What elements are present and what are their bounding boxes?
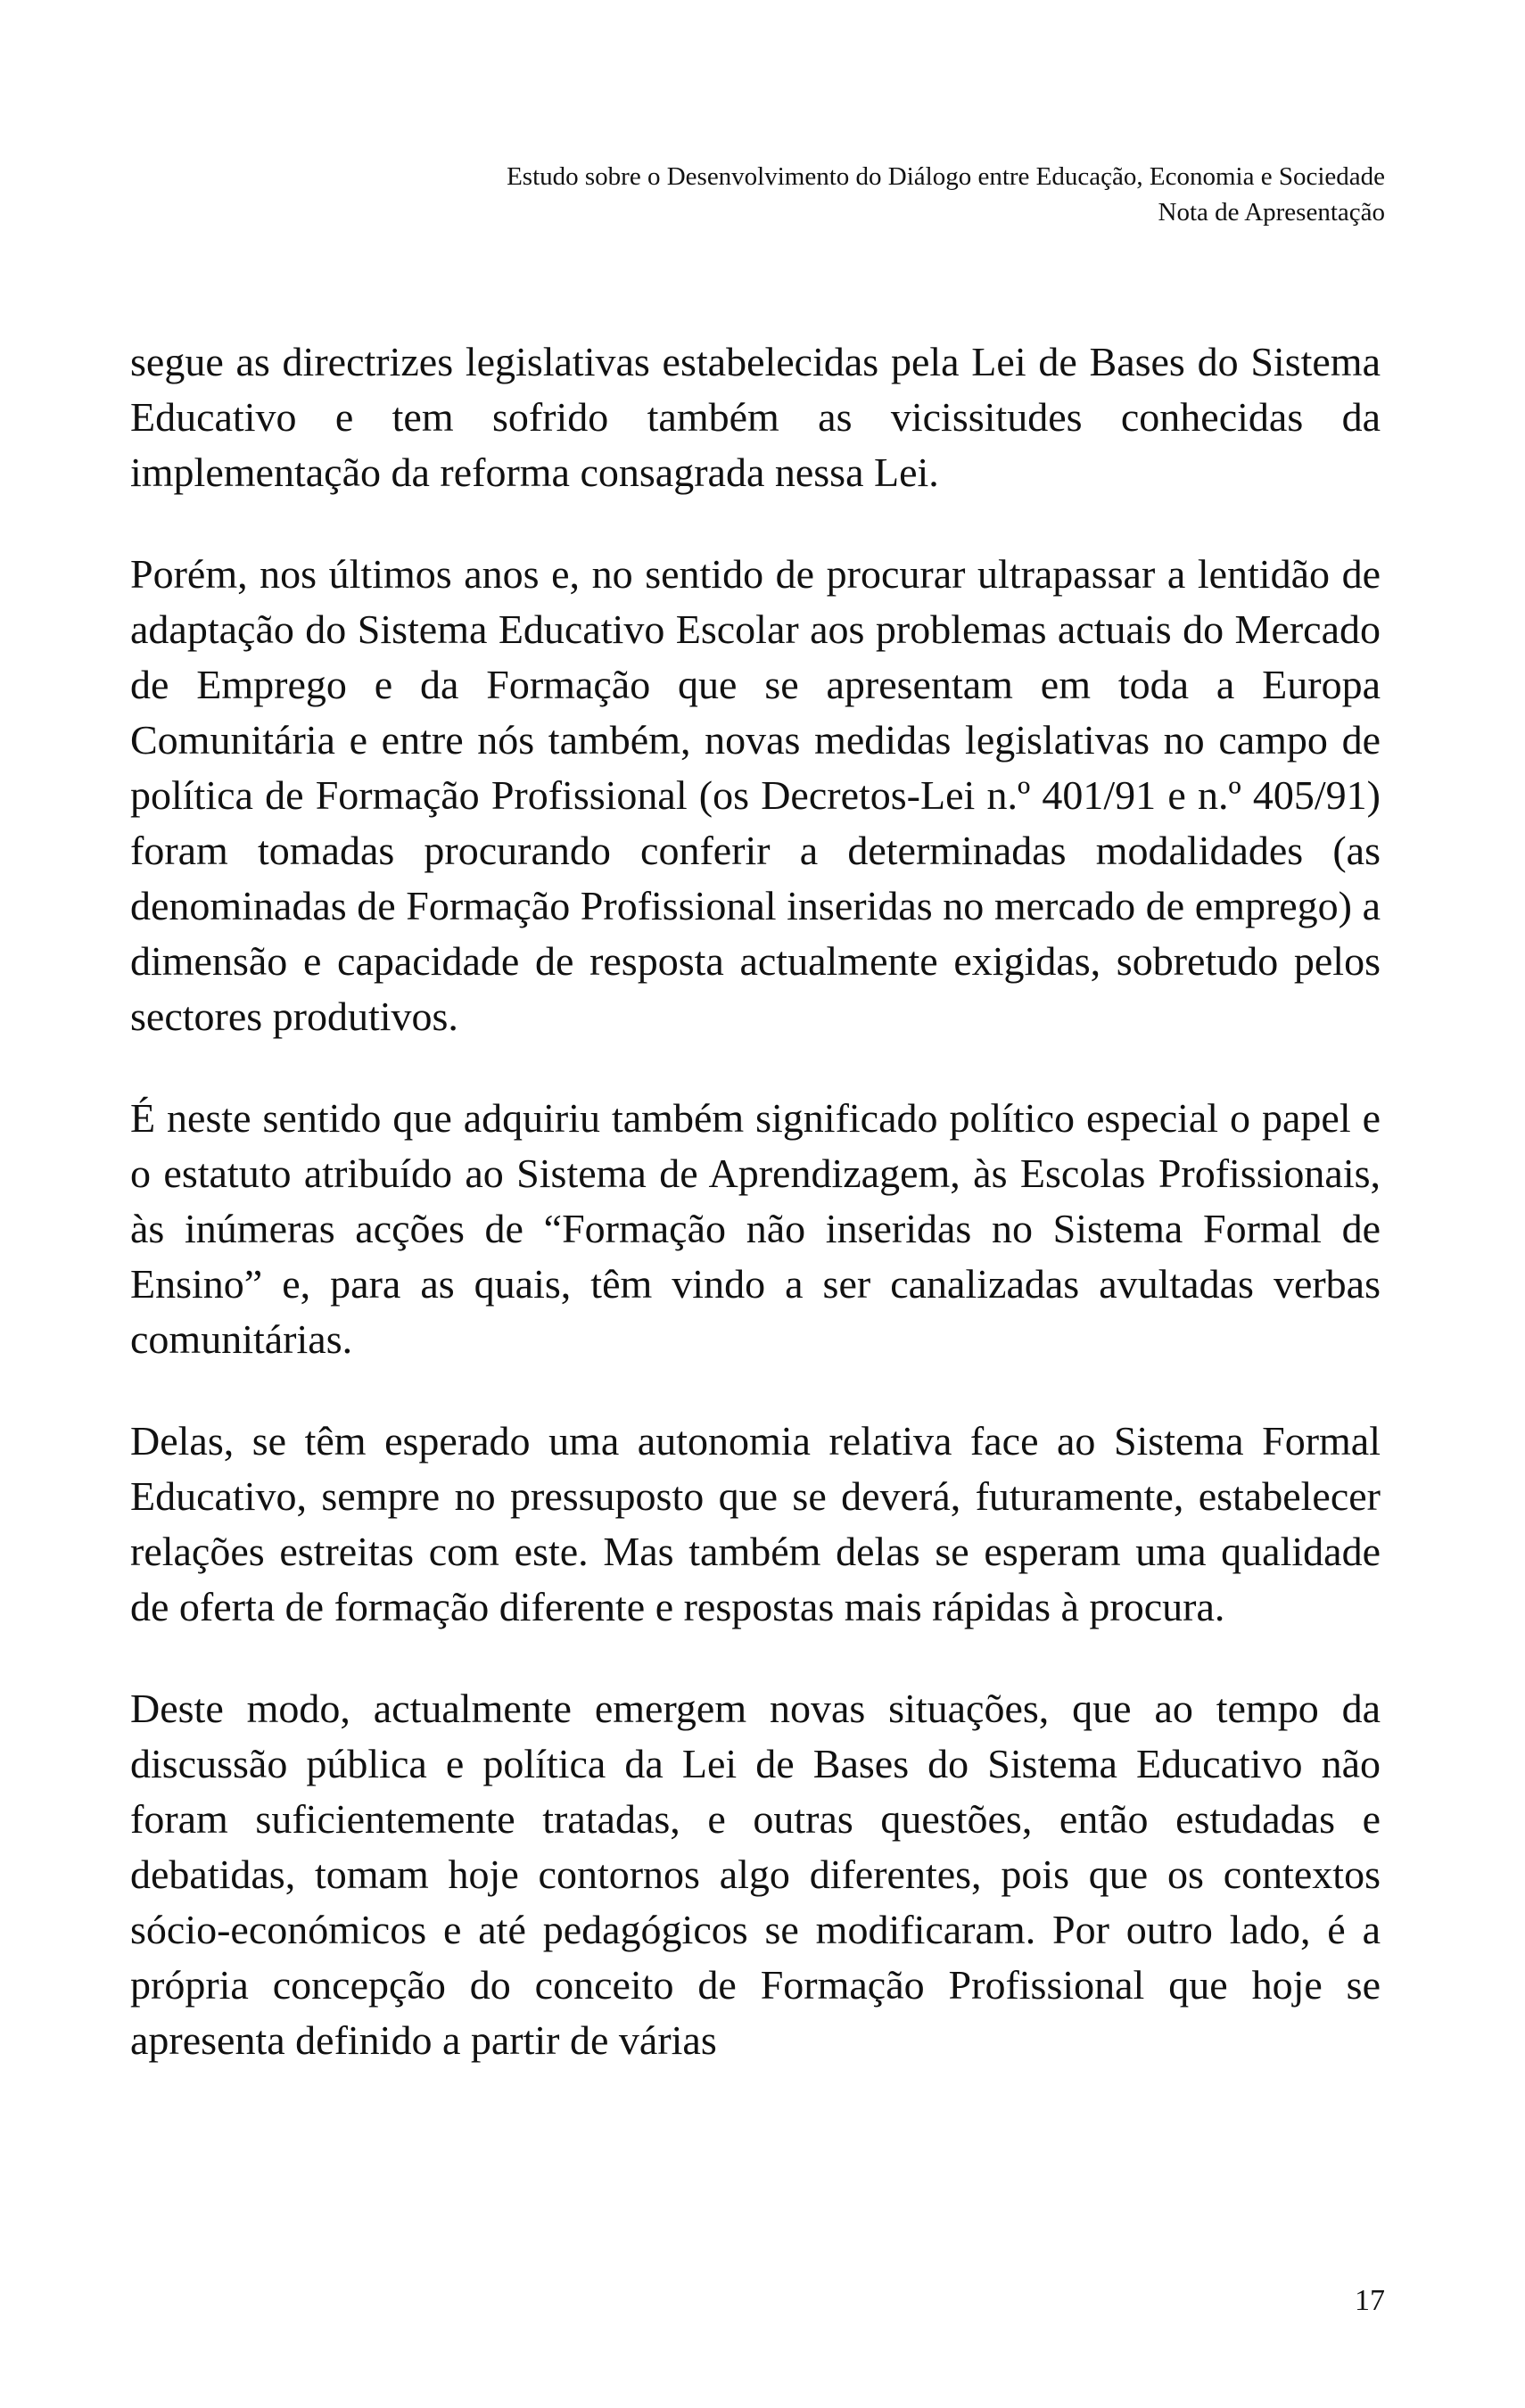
paragraph: É neste sentido que adquiriu também significado político especial o papel e o estatuto atribuído ao Sistema de Aprendizagem, às Escolas Profissionais, às inúmeras acções de “Formação não inseridas no Sistema Formal de Ensino” e, para as quais, têm vindo a ser canalizadas avultadas verbas comunitárias. — [130, 1095, 1381, 1362]
paragraph: segue as directrizes legislativas estabelecidas pela Lei de Bases do Sistema Educativo e tem sofrido também as vicissitudes conhecidas da implementação da reforma consagrada nessa Lei. — [130, 339, 1381, 495]
paragraph: Deste modo, actualmente emergem novas situações, que ao tempo da discussão pública e política da Lei de Bases do Sistema Educativo não foram suficientemente tratadas, e outras questões, então estudadas e debatidas, tomam hoje contornos algo diferentes, pois que os contextos sócio-económicos e até pedagógicos se modificaram. Por outro lado, é a própria concepção do conceito de Formação Profissional que hoje se apresenta definido a partir de várias — [130, 1686, 1381, 2063]
paragraph: Delas, se têm esperado uma autonomia relativa face ao Sistema Formal Educativo, sempre no pressuposto que se deverá, futuramente, estabelecer relações estreitas com este. Mas também delas se esperam uma qualidade de oferta de formação diferente e respostas mais rápidas à procura. — [130, 1418, 1381, 1629]
page-number: 17 — [1355, 2284, 1385, 2317]
running-header — [507, 159, 1385, 230]
header-subtitle: Nota de Apresentação — [1158, 198, 1385, 227]
header-title: Estudo sobre o Desenvolvimento do Diálogo entre Educação, Economia e Sociedade — [507, 162, 1385, 191]
body-text — [130, 334, 1381, 2068]
paragraph: Porém, nos últimos anos e, no sentido de procurar ultrapassar a lentidão de adaptação do Sistema Educativo Escolar aos problemas actuais do Mercado de Emprego e da Formação que se apresentam em toda a Europa Comunitária e entre nós também, novas medidas legislativas no campo de política de Formação Profissional (os Decretos-Lei n.º 401/91 e n.º 405/91) foram tomadas procurando conferir a determinadas modalidades (as denominadas de Formação Profissional inseridas no mercado de emprego) a dimensão e capacidade de resposta actualmente exigidas, sobretudo pelos sectores produtivos. — [130, 551, 1381, 1039]
